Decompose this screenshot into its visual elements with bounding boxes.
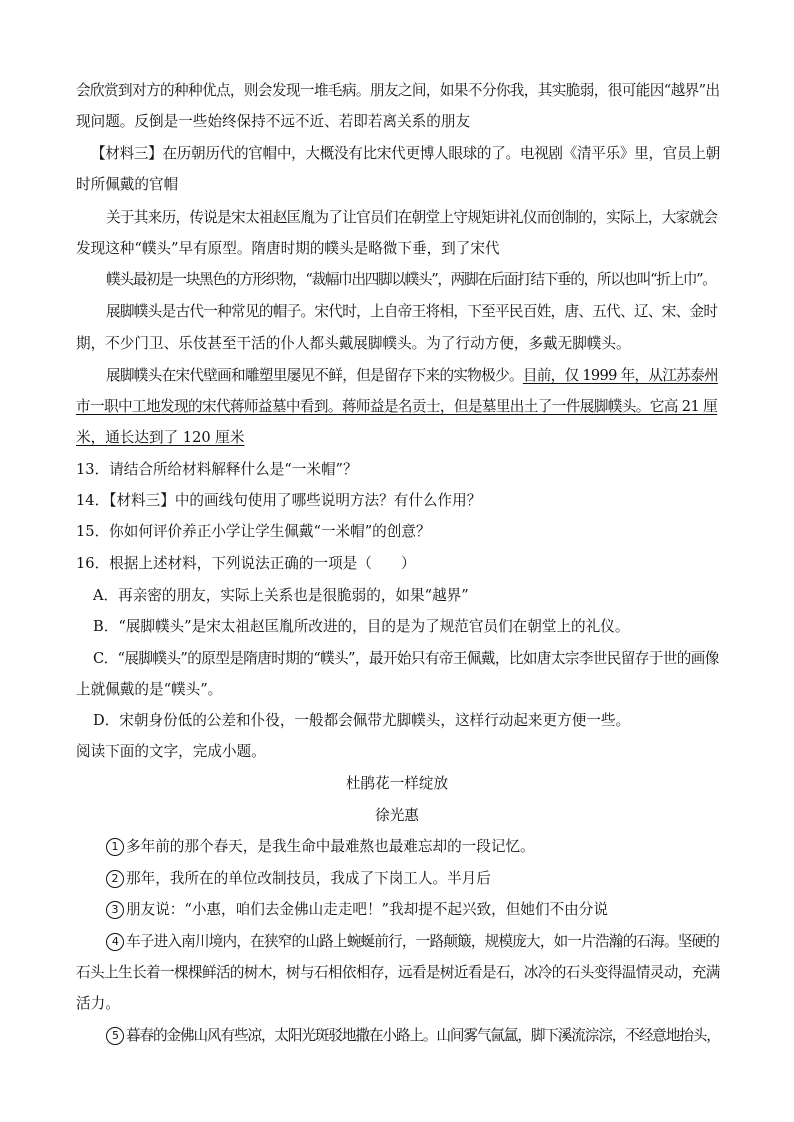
paragraph-1-text: 多年前的那个春天，是我生命中最难熬也最难忘却的一段记忆。: [126, 838, 535, 855]
option-a: A．再亲密的朋友，实际上关系也是很脆弱的，如果“越界”: [93, 587, 469, 604]
reading-instruction: 阅读下面的文字，完成小题。: [76, 743, 266, 760]
material3-intro-line-2: 时所佩戴的官帽: [76, 176, 179, 193]
question-14: 14．【材料三】中的画线句使用了哪些说明方法？有什么作用？: [76, 492, 482, 509]
paragraph-number-3: 3: [106, 901, 124, 919]
paragraph-number-2: 2: [106, 870, 124, 888]
material3-origin-line-2: 发现这种“幞头”早有原型。隋唐时期的幞头是略微下垂，到了宋代: [76, 240, 500, 257]
option-c-line-1: C．“展脚幞头”的原型是隋唐时期的“幞头”，最开始只有帝王佩戴，比如唐太宗李世民留存于世的画像: [93, 650, 719, 667]
paragraph-number-5: 5: [106, 1027, 124, 1045]
relic-plain-text: 展脚幞头在宋代壁画和雕塑里屡见不鲜，但是留存下来的实物极少。: [106, 367, 523, 384]
relic-underlined-text-2: 市一职中工地发现的宋代蒋师益墓中看到。蒋师益是名贡士，但是墓里出土了一件展脚幞头。它高 21 厘: [76, 398, 718, 415]
article-author: 徐光惠: [375, 807, 419, 824]
question-16: 16．根据上述材料，下列说法正确的一项是（ ）: [76, 555, 416, 572]
article-title: 杜鹃花一样绽放: [345, 775, 449, 792]
paragraph-number-4: 4: [106, 933, 124, 951]
material3-desc-line: 幞头最初是一块黑色的方形织物，“裁幅巾出四脚以幞头”，两脚在后面打结下垂的，所以也叫“折上巾”。: [106, 271, 716, 288]
option-b: B．“展脚幞头”是宋太祖赵匡胤所改进的，目的是为了规范官员们在朝堂上的礼仪。: [93, 618, 630, 635]
material3-relic-line-1: [106, 366, 718, 386]
question-15: 15．你如何评价养正小学让学生佩戴“一米帽”的创意？: [76, 523, 431, 540]
relic-underlined-text-1: 目前，仅 1999 年，从江苏泰州: [522, 367, 718, 384]
paragraph-3-text: 朋友说：“小惠，咱们去金佛山走走吧！”我却提不起兴致，但她们不由分说: [126, 901, 608, 918]
question-13: 13．请结合所给材料解释什么是“一米帽”？: [76, 461, 358, 478]
relic-underlined-text-3: 米，通长达到了 120 厘米: [76, 429, 245, 446]
material3-origin-line-1: 关于其来历，传说是宋太祖赵匡胤为了让官员们在朝堂上守规矩讲礼仪而创制的，实际上，大家就会: [106, 209, 718, 226]
material3-popular-line-1: 展脚幞头是古代一种常见的帽子。宋代时，上自帝王将相，下至平民百姓，唐、五代、辽、宋、金时: [106, 303, 718, 320]
paragraph-2: [106, 869, 491, 889]
paragraph-1: [106, 837, 535, 857]
paragraph-4-line-3: 活力。: [76, 995, 120, 1012]
material2-line-1: 会欣赏到对方的种种优点，则会发现一堆毛病。朋友之间，如果不分你我，其实脆弱，很可能因“越界”出: [76, 82, 720, 99]
paragraph-4-text-1: 车子进入南川境内，在狭窄的山路上蜿蜒前行，一路颠簸，规模庞大，如一片浩瀚的石海。坚硬的: [126, 933, 720, 950]
option-d: D．宋朝身份低的公差和仆役，一般都会佩带尤脚幞头，这样行动起来更方便一些。: [93, 712, 631, 729]
material3-intro-line-1: 【材料三】在历朝历代的官帽中，大概没有比宋代更博人眼球的了。电视剧《清平乐》里，官员上朝: [91, 145, 720, 162]
option-c-line-2: 上就佩戴的是“幞头”。: [76, 681, 223, 698]
paragraph-3: [106, 900, 608, 920]
paragraph-4-line-1: [106, 932, 719, 952]
paragraph-4-line-2: 石头上生长着一棵棵鲜活的树木，树与石相依相存，远看是树近看是石，冰冷的石头变得温情灵动，充满: [76, 964, 720, 981]
paragraph-number-1: 1: [106, 838, 124, 856]
material2-line-2: 现问题。反倒是一些始终保持不远不近、若即若离关系的朋友: [76, 113, 471, 130]
material3-popular-line-2: 期，不少门卫、乐伎甚至干活的仆人都头戴展脚幞头。为了行动方便，多戴无脚幞头。: [76, 335, 631, 352]
paragraph-2-text: 那年，我所在的单位改制技员，我成了下岗工人。半月后: [126, 870, 491, 887]
paragraph-5: [106, 1026, 720, 1046]
paragraph-5-text: 暮春的金佛山风有些凉，太阳光斑驳地撒在小路上。山间雾气氤氲，脚下溪流淙淙，不经意地抬头，: [126, 1027, 720, 1044]
